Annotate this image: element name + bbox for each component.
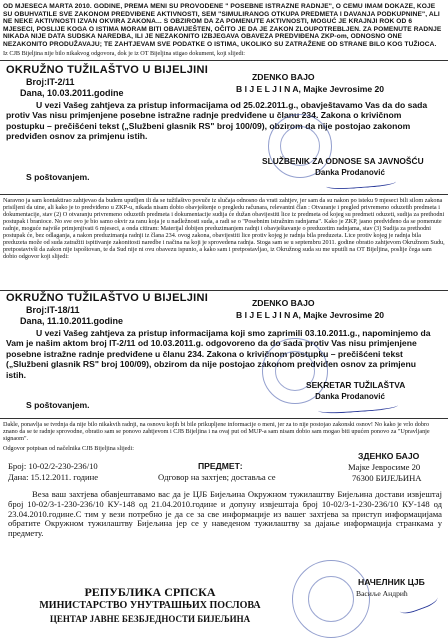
letter-3-subject-text: Одговор на захтјев; доставља се bbox=[158, 472, 276, 482]
letter-1-date: Dana, 10.03.2011.godine bbox=[20, 88, 124, 98]
letter-1-recipient-city: B I J E L J I N A, Majke Jevrosime 20 bbox=[236, 84, 385, 94]
letter-2-signatory-name: Danka Prodanović bbox=[315, 392, 385, 401]
letter-1-number: Broj:IT-2/11 bbox=[26, 77, 75, 87]
letter-1-signatory-name: Danka Prodanović bbox=[315, 168, 385, 177]
intro-text: OD MJESECA MARTA 2010. GODINE, PREMA MENI SU PROVODENE " POSEBNE ISTRAŽNE RADNJE", O ČEMU IMAM DOKAZE, KOJE SU OBUHVATILE SVE ZAKONOM PREDVIĐENE AKTIVNOSTI, SEM "SIMULIRANOG OTKUPA PREDMETA I DAVANJA PODKUPNINE", ALI NE NEKE AKTIVNOSTI IZVAN OKVIRA ZAKONA... S OBZIROM DA ZA POMENUTE AKTIVNOSTI, MOGUĆ JE KRAJNJI ROK OD 6 MJESECI, POSLIJE KOGA O ISTIMA MORAM BITI OBAVIJEŠTEN, OČITO JE DA JE ZAKON ZLOUPOTREBLJEN. ZA POMENUTE RADNJE NIKADA NIJE DATA SUDSKA NAREDBA, ILI JE NEZAKONITO IZBJEGAVA OBAVEZA PREDVIĐENA ZKP-om, ODNOSNO ONE NEZAKONITO PRODUŽAVAJU; TE ZAHTJEVAM SVE PODATKE O ISTIMA, UKOLIKO SU ZATRAŽENE OD STRANE BILO KOG TUŽIOCA. bbox=[3, 3, 442, 48]
letter-3-date: Дана: 15.12.2011. године bbox=[8, 472, 99, 482]
lower-note: Odgovor potpisan od načelnika CJB Bijeljina slijedi: bbox=[3, 445, 134, 452]
letter-2-date: Dana, 11.10.2011.godine bbox=[20, 316, 124, 326]
letter-3-subject-label: ПРЕДМЕТ: bbox=[198, 461, 243, 471]
divider bbox=[0, 290, 448, 291]
lower-text: Dakle, ponavlja se tvrdnja da nije bilo nikakvih radnji, na osnovu kojih bi bile prikupljene informacije o meni, jer za to nije postojao zakonski osnov! No kako je vrlo dobro znano da se te radnje sprovodne, obratio sam se ponovo zahtjevom i CJB Bijeljina i na ovaj put od MUP-a sam nisam dobio sam mogao biti upućen ponovo za "Upravljanje signaom". bbox=[3, 421, 430, 442]
letter-2-signatory-title: SEKRETAR TUŽILAŠTVA bbox=[306, 380, 406, 390]
letter-3-signatory-name: Васиље Андрић bbox=[356, 589, 408, 598]
letter-2-recipient-name: ZDENKO BAJO bbox=[252, 298, 315, 308]
intro-note: Iz CJB Bijeljina nije bilo nikakvog odgovora, dok je iz OT Bijeljina stigao dokument, koji slijedi: bbox=[3, 50, 246, 57]
letter-2-number: Broj:IT-18/11 bbox=[26, 305, 80, 315]
letter-3-recipient-city: 76300 БИЈЕЉИНА bbox=[352, 473, 422, 483]
middle-text: Naravno ja sam kontaktirao zahtjevao da budem uputljen ili da se tužilaštvo povuče iz slučaja odnosno da vrati zahtjev, jer sam da su nakon po isteku 9 mjeseci bili silom zakona prisiljeni da uine, ali kako je to predviđeno u ZKP-u, nikada nisam dobio obavještenje o pregledu računara, relevantni član : Otvaranje i pregled privremeno oduzetih predmeta i dokumentacije, stav (2) O otvaranju privremeno oduzetih predmeta i dokumentacije sudija će dužan obavijestiti lice iz predmeta od kojeg su predmeti oduzeti, sudija za prethodni postupak i branioce. No sve ovo je bio samo okvir za ranu koja je u nadležnosti suda, a radi se o "Posebnim istražnim radnjama". Kako je ZKP, jasno predviđeno da se pomenute radnje, moguće najviše primjenjivati 6 mjeseci, a onda citiram: Materijal dobijen preduzimanjem radnji i obavještavanje o preduzetim radnjama, stav (3) Sudija za prethodni postupak će, bez odlaganja, a nakon preduzimanja radnji iz člana 234. ovog zakona, obavijestiti lice protiv kojeg je radnja bila preduzeta. Lice protiv kojeg je radnja bila preduzeta može od suda zatražiti ispitivanje zakonitosti naredbe i načina na koji je sprovedena radnja. Stoga sam se u septembru 2011. godine obratio zahtjevom Okružnom Sudu, pretpostavivši da zakon nije ispoštovan, te da Sud nije ni ovu obavezu ispunio, a kako sam i pretpostavljao, iz Okružnog suda su me uputili na OT Bijeljina, poslije čega sam dobio odgovor koji slijedi: bbox=[3, 197, 445, 260]
letter-1-body: U vezi Vašeg zahtjeva za pristup informacijama od 25.02.2011.g., obavještavamo Vas da do sada protiv Vas nisu primjenjene posebne istražne radnje predviđene u članu 234. Zakona o krivičnom postupku – prečišćeni tekst („Službeni glasnik RS" broj 100/09), obzirom da nije postojao zakonom predviđen osnov za primjenu istih. bbox=[6, 100, 428, 142]
letter-2-closing: S poštovanjem. bbox=[26, 400, 90, 410]
letterhead-center: ЦЕНТАР ЈАВНЕ БЕЗБЈЕДНОСТИ БИЈЕЉИНА bbox=[49, 614, 251, 624]
letter-2-recipient-city: B I J E L J I N A, Majke Jevrosime 20 bbox=[236, 310, 385, 320]
official-stamp-3-inner bbox=[308, 576, 354, 622]
letter-1-recipient-name: ZDENKO BAJO bbox=[252, 72, 315, 82]
letterhead-republic: РЕПУБЛИКА СРПСКА bbox=[84, 585, 216, 599]
letter-3-recipient-name: ЗДЕНКО БАЈО bbox=[358, 451, 420, 461]
letterhead-ministry: МИНИСТАРСТВО УНУТРАШЊИХ ПОСЛОВА bbox=[39, 600, 261, 611]
letter-3-number: Број: 10-02/2-230-236/10 bbox=[8, 461, 98, 471]
letter-1-closing: S poštovanjem. bbox=[26, 172, 90, 182]
letter-2-body: U vezi Vašeg zahtjeva za pristup informacijama koji smo zaprimili 03.10.2011.g., napominjemo da Vam je našim aktom broj IT-2/11 od 10.03.2011.g. odgovoreno da do sada protiv Vas nisu primjenjene posebne istražne radnje predviđene u članu 234. Zakona o krivičnom postupku – prečišćeni tekst („Službeni glasnik RS" broj 100/09), obzirom da nije postojao zakonom predviđen osnov za primjenu istih. bbox=[6, 328, 431, 380]
divider bbox=[0, 418, 448, 419]
letter-3-recipient-street: Мајке Јевросиме 20 bbox=[348, 462, 421, 472]
letter-1-title: OKRUŽNO TUŽILAŠTVO U BIJELJINI bbox=[6, 64, 209, 76]
handwritten-signature-1 bbox=[326, 176, 397, 191]
letter-3-body: Веза ваш захтјева обавјештавамо вас да је ЦЈБ Бијељина Окружном тужилаштву Бијељина достави извјештај број 10-02/3-1-230-236/10 КУ-148 од 21.04.2010.године и допуну извјештаја број 10-02/3-1-230-236/10 КУ-148 од 23.04.2010.године.С тим у вези потребно је да се за све информације из вашег захтјева за приступ информацијама обратите Окружном тужилаштву Бијељина јер се у наведеном тужилаштву за дајање информација странкама у предмету. bbox=[8, 489, 442, 539]
divider bbox=[0, 60, 448, 61]
divider bbox=[0, 194, 448, 195]
letter-1-signatory-title: SLUŽBENIK ZA ODNOSE SA JAVNOŠĆU bbox=[262, 156, 424, 166]
letter-2-title: OKRUŽNO TUŽILAŠTVO U BIJELJINI bbox=[6, 292, 209, 304]
handwritten-signature-2 bbox=[318, 399, 399, 415]
letter-3-signatory-title: НАЧЕЛНИК ЦЈБ bbox=[358, 577, 425, 587]
